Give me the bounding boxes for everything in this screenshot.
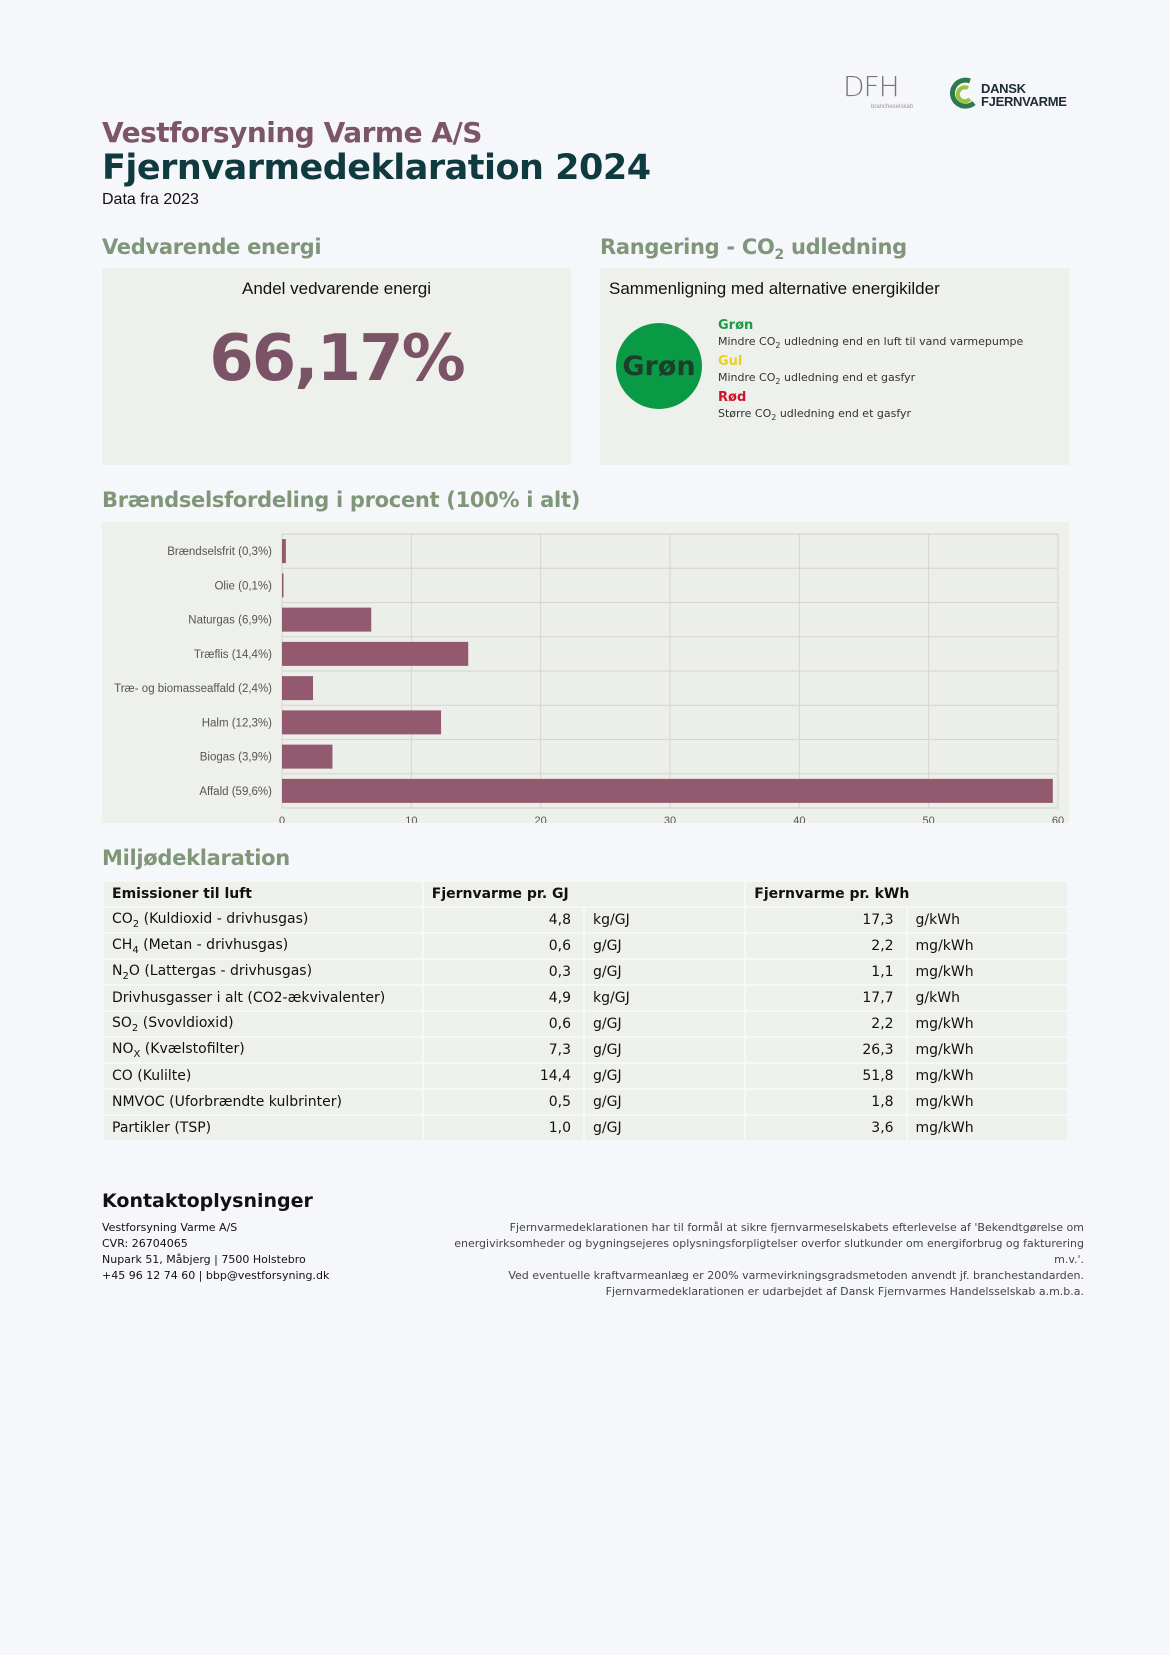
chart-bar <box>282 539 286 563</box>
rangering-panel <box>600 268 1069 465</box>
emission-name <box>104 934 422 958</box>
emission-name <box>104 1064 422 1088</box>
rangering-label: Sammenligning med alternative energikilder <box>609 279 940 298</box>
emission-name-pre: CO <box>112 910 133 927</box>
chart-bar <box>282 608 371 632</box>
kwh-value: 17,7 <box>746 986 905 1010</box>
gj-unit: g/GJ <box>585 960 744 984</box>
fuel-chart-panel <box>102 522 1069 823</box>
emission-name-pre: CH <box>112 936 133 953</box>
dansk-fjernvarme-logo-icon <box>948 77 978 113</box>
gj-value: 0,5 <box>424 1090 583 1114</box>
emission-name-sub: 2 <box>131 1022 139 1034</box>
kontakt-line: Vestforsyning Varme A/S <box>102 1221 238 1234</box>
vedvarende-label: Andel vedvarende energi <box>241 279 432 298</box>
chart-x-tick-label: 30 <box>663 815 677 823</box>
table-row <box>104 1064 1067 1088</box>
rangering-heading <box>600 235 907 263</box>
chart-bar <box>282 779 1053 803</box>
brandsel-heading: Brændselsfordeling i procent (100% i alt) <box>102 488 580 512</box>
rangering-heading-post: udledning <box>783 235 907 259</box>
chart-x-tick-label: 0 <box>278 815 286 823</box>
gj-unit: g/GJ <box>585 934 744 958</box>
chart-category-label: Naturgas (6,9%) <box>188 614 272 627</box>
emission-name-sub: 4 <box>132 944 139 956</box>
emission-name-sub: X <box>133 1048 141 1060</box>
emission-name-sub: 2 <box>132 918 140 930</box>
chart-bar <box>282 642 468 666</box>
emission-name <box>104 908 422 932</box>
table-row <box>104 1116 1067 1140</box>
gj-unit: kg/GJ <box>585 986 744 1010</box>
emission-name-sub: 2 <box>122 970 129 982</box>
kwh-value: 2,2 <box>746 934 905 958</box>
emission-name <box>104 1090 422 1114</box>
kwh-unit: mg/kWh <box>908 1090 1067 1114</box>
chart-x-tick-label: 40 <box>793 815 806 823</box>
kwh-value: 1,1 <box>746 960 905 984</box>
kontakt-line: CVR: 26704065 <box>102 1237 188 1250</box>
dfh-logo <box>843 70 927 116</box>
rating-badge: Grøn <box>616 323 702 409</box>
kontakt-line: +45 96 12 74 60 | bbp@vestforsyning.dk <box>102 1269 330 1282</box>
kontakt-heading: Kontaktoplysninger <box>102 1190 313 1212</box>
legend-description <box>718 407 911 422</box>
rangering-heading-pre: Rangering - CO <box>600 235 775 259</box>
kwh-value: 3,6 <box>746 1116 905 1140</box>
kwh-value: 26,3 <box>746 1038 905 1062</box>
kwh-unit: g/kWh <box>908 986 1067 1010</box>
chart-x-tick-label: 50 <box>922 815 935 823</box>
kwh-value: 2,2 <box>746 1012 905 1036</box>
emission-name-pre: NO <box>112 1040 134 1057</box>
col-header-kwh: Fjernvarme pr. kWh <box>746 882 1067 906</box>
company-name: Vestforsyning Varme A/S <box>102 116 482 149</box>
vedvarende-value: 66,17% <box>209 322 464 396</box>
gj-unit: g/GJ <box>585 1012 744 1036</box>
emission-name-post: (Metan - drivhusgas) <box>138 936 289 953</box>
legend-desc-sub: 2 <box>775 377 781 387</box>
emission-name-pre: CO (Kulilte) <box>112 1068 192 1084</box>
table-header-row <box>104 882 1067 906</box>
disclaimer <box>444 1220 1084 1300</box>
table-row <box>104 1012 1067 1036</box>
gj-unit: g/GJ <box>585 1090 744 1114</box>
emission-name-post: (Svovldioxid) <box>138 1014 234 1031</box>
chart-category-label: Affald (59,6%) <box>199 785 272 798</box>
gj-value: 4,9 <box>424 986 583 1010</box>
kwh-value: 51,8 <box>746 1064 905 1088</box>
chart-x-tick-label: 20 <box>534 815 547 823</box>
kwh-unit: mg/kWh <box>908 1064 1067 1088</box>
table-row <box>104 1090 1067 1114</box>
emission-name-pre: N <box>112 962 123 979</box>
dfh-logo-text: DFH <box>843 70 899 103</box>
gj-value: 4,8 <box>424 908 583 932</box>
col-header-gj: Fjernvarme pr. GJ <box>424 882 745 906</box>
legend-description <box>718 371 915 386</box>
legend-desc-pre: Mindre CO <box>718 371 776 384</box>
gj-unit: g/GJ <box>585 1064 744 1088</box>
kwh-unit: mg/kWh <box>908 1012 1067 1036</box>
disclaimer-line: Ved eventuelle kraftvarmeanlæg er 200% varmevirkningsgradsmetoden anvendt jf. branchestandarden. <box>508 1269 1084 1282</box>
kwh-unit: mg/kWh <box>908 960 1067 984</box>
col-header-emissioner: Emissioner til luft <box>104 882 422 906</box>
data-year-subtitle: Data fra 2023 <box>102 191 199 208</box>
emission-name <box>104 986 422 1010</box>
df-logo-line2: FJERNVARME <box>981 94 1067 109</box>
gj-value: 0,3 <box>424 960 583 984</box>
kwh-value: 17,3 <box>746 908 905 932</box>
chart-bar <box>282 710 441 734</box>
kwh-value: 1,8 <box>746 1090 905 1114</box>
chart-category-label: Træflis (14,4%) <box>193 648 272 661</box>
chart-category-label: Træ- og biomasseaffald (2,4%) <box>114 683 272 696</box>
chart-bar <box>282 676 313 700</box>
emission-name-post: O (Lattergas - drivhusgas) <box>128 962 313 979</box>
kwh-unit: mg/kWh <box>908 934 1067 958</box>
kwh-unit: mg/kWh <box>908 1116 1067 1140</box>
emission-name <box>104 1038 422 1062</box>
gj-value: 1,0 <box>424 1116 583 1140</box>
chart-bar <box>282 745 332 769</box>
emissions-table <box>102 880 1069 1142</box>
table-row <box>104 986 1067 1010</box>
chart-x-tick-label: 60 <box>1051 815 1065 823</box>
emission-name <box>104 1116 422 1140</box>
gj-unit: kg/GJ <box>585 908 744 932</box>
dansk-fjernvarme-logo <box>948 75 1072 115</box>
legend-title: Gul <box>718 354 743 369</box>
dfh-logo-subtext: brancheselskab <box>871 104 914 110</box>
vedvarende-heading: Vedvarende energi <box>102 235 322 259</box>
kontakt-info <box>102 1220 329 1284</box>
kwh-unit: g/kWh <box>908 908 1067 932</box>
emission-name-pre: SO <box>112 1014 132 1031</box>
miljo-heading: Miljødeklaration <box>102 846 290 870</box>
legend-desc-sub: 2 <box>771 413 777 423</box>
legend-desc-pre: Større CO <box>718 407 772 420</box>
legend-title: Rød <box>718 390 747 405</box>
gj-unit: g/GJ <box>585 1116 744 1140</box>
gj-value: 0,6 <box>424 934 583 958</box>
rangering-heading-sub: 2 <box>774 247 784 264</box>
table-row <box>104 1038 1067 1062</box>
legend-desc-pre: Mindre CO <box>718 335 776 348</box>
legend-desc-post: udledning end et gasfyr <box>776 407 912 420</box>
chart-category-label: Biogas (3,9%) <box>199 751 272 764</box>
legend-desc-post: udledning end en luft til vand varmepumpe <box>780 335 1024 348</box>
table-row <box>104 960 1067 984</box>
chart-bar <box>282 573 284 597</box>
emission-name <box>104 1012 422 1036</box>
page-title: Fjernvarmedeklaration 2024 <box>102 148 651 188</box>
emission-name <box>104 960 422 984</box>
vedvarende-panel <box>102 268 571 465</box>
legend-desc-sub: 2 <box>775 341 781 351</box>
legend-title: Grøn <box>718 318 754 333</box>
gj-unit: g/GJ <box>585 1038 744 1062</box>
disclaimer-line: Fjernvarmedeklarationen er udarbejdet af Dansk Fjernvarmes Handelsselskab a.m.b.a. <box>605 1285 1084 1298</box>
emission-name-post: (Kvælstofilter) <box>140 1040 245 1057</box>
disclaimer-line: Fjernvarmedeklarationen har til formål at sikre fjernvarmeselskabets efterlevelse af 'Bekendtgørelse om <box>509 1221 1084 1234</box>
legend-description <box>718 335 1023 350</box>
kwh-unit: mg/kWh <box>908 1038 1067 1062</box>
gj-value: 14,4 <box>424 1064 583 1088</box>
chart-category-label: Halm (12,3%) <box>201 717 272 730</box>
table-row <box>104 908 1067 932</box>
emission-name-pre: Partikler (TSP) <box>112 1120 212 1136</box>
fuel-distribution-chart <box>102 522 1069 823</box>
kontakt-line: Nupark 51, Måbjerg | 7500 Holstebro <box>102 1253 306 1266</box>
chart-category-label: Brændselsfrit (0,3%) <box>167 546 272 559</box>
chart-category-label: Olie (0,1%) <box>214 580 272 593</box>
gj-value: 0,6 <box>424 1012 583 1036</box>
gj-value: 7,3 <box>424 1038 583 1062</box>
legend-desc-post: udledning end et gasfyr <box>780 371 916 384</box>
chart-x-tick-label: 10 <box>405 815 418 823</box>
emission-name-post: (Kuldioxid - drivhusgas) <box>139 910 309 927</box>
table-row <box>104 934 1067 958</box>
emission-name-pre: Drivhusgasser i alt (CO2-ækvivalenter) <box>112 990 386 1006</box>
emission-name-pre: NMVOC (Uforbrændte kulbrinter) <box>112 1094 342 1110</box>
df-logo-line1: DANSK <box>981 81 1026 96</box>
disclaimer-line: energivirksomheder og bygningsejeres oplysningsforpligtelser overfor slutkunder om energiforbrug og fakturering m.v.'. <box>454 1237 1084 1266</box>
